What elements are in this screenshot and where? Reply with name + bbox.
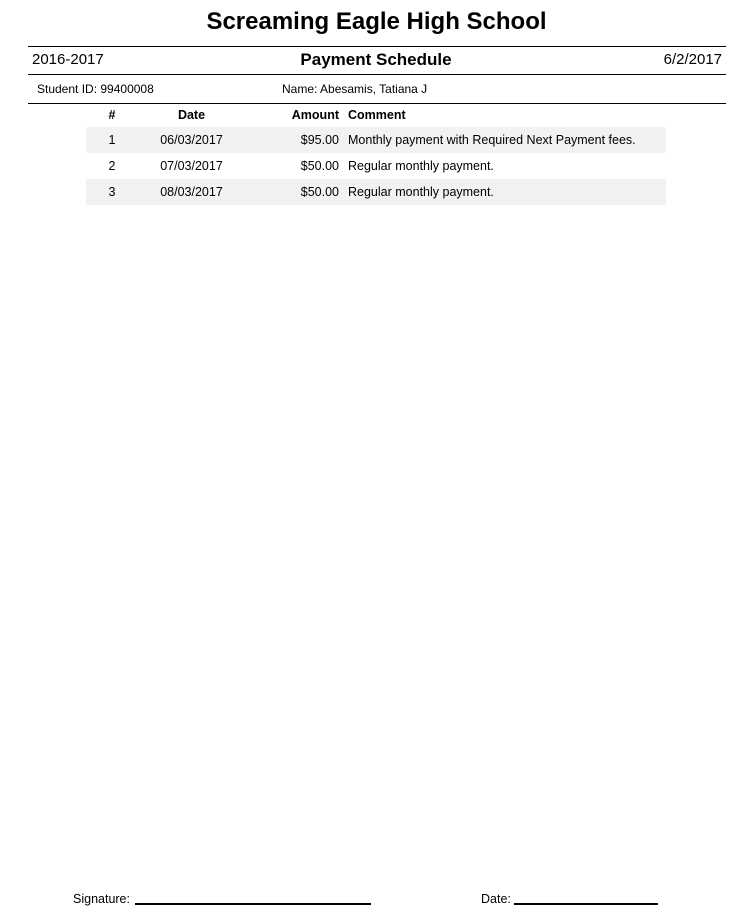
row-num: 1 bbox=[108, 133, 116, 147]
row-date: 06/03/2017 bbox=[160, 133, 223, 147]
header-bottom-rule bbox=[28, 74, 726, 75]
header-top-rule bbox=[28, 46, 726, 47]
header-amount: Amount bbox=[291, 108, 339, 122]
document-title: Payment Schedule bbox=[300, 50, 452, 69]
header-num: # bbox=[108, 108, 116, 122]
row-amount: $50.00 bbox=[300, 159, 339, 173]
row-date: 08/03/2017 bbox=[160, 185, 223, 199]
signature-footer bbox=[0, 888, 737, 912]
school-title: Screaming Eagle High School bbox=[206, 8, 547, 35]
student-name: Name: Abesamis, Tatiana J bbox=[282, 82, 428, 96]
table-header-row bbox=[86, 104, 666, 127]
school-year: 2016-2017 bbox=[32, 51, 104, 68]
date-line bbox=[514, 903, 658, 905]
row-num: 2 bbox=[108, 159, 116, 173]
date-label: Date: bbox=[481, 892, 511, 906]
header-date: Date bbox=[177, 108, 206, 122]
row-comment: Regular monthly payment. bbox=[348, 185, 494, 199]
row-amount: $95.00 bbox=[300, 133, 339, 147]
student-id: Student ID: 99400008 bbox=[37, 82, 154, 96]
row-comment: Monthly payment with Required Next Payment fees. bbox=[348, 133, 636, 147]
row-comment: Regular monthly payment. bbox=[348, 159, 494, 173]
row-num: 3 bbox=[108, 185, 116, 199]
print-date: 6/2/2017 bbox=[663, 51, 722, 68]
table-row bbox=[86, 179, 666, 205]
payment-schedule-table bbox=[86, 104, 666, 205]
row-date: 07/03/2017 bbox=[160, 159, 223, 173]
table-row bbox=[86, 127, 666, 153]
header-comment: Comment bbox=[348, 108, 406, 122]
row-amount: $50.00 bbox=[300, 185, 339, 199]
signature-label: Signature: bbox=[73, 892, 130, 906]
signature-line bbox=[135, 903, 371, 905]
table-row bbox=[86, 153, 666, 179]
document-header bbox=[30, 48, 722, 72]
